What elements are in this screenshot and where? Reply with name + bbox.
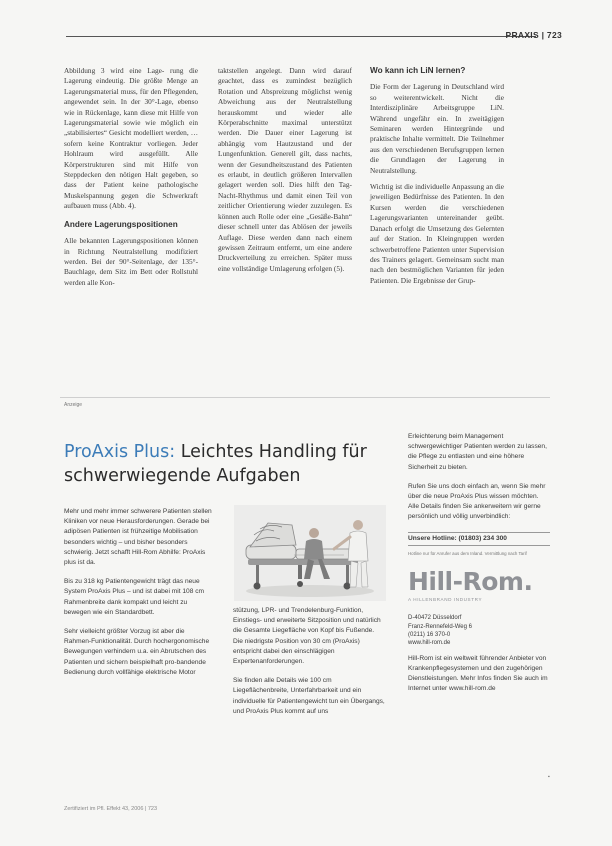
hill-rom-logo-subline: A HILLENBRAND INDUSTRY <box>408 597 483 603</box>
ad-label: Anzeige <box>64 402 83 408</box>
article-column-3 <box>370 66 504 286</box>
col1-paragraph-1: Abbildung 3 wird eine Lage- rung die Lagerung eindeutig. Die größte Menge an Lagerungsmaterial muss, für den Pflegenden, angewendet sein. In der 30°-Lage, ebenso wie in Rückenlage, kann diese mit Hilfe von Lagerungsmaterial sowie wie möglich ein „stabilisiertes“ Gesicht modelliert werden, … sofern keine Kontraktur vorliegen. Jeder Hohlraum wird ausgefüllt. Alle Körperstrukturen sind mit Hilfe von Steppdecken den nötigen Halt gegeben, so dass der Patient keine pathologische Muskelspannung gegen die Schwerkraft aufbauen muss (Abb. 4). <box>64 66 198 211</box>
hotline-number: Unsere Hotline: (01803) 234 300 <box>408 532 550 546</box>
ad-col2-paragraph-2: Sie finden alle Details wie 100 cm Liegeflächenbreite, Unterfahrbarkeit und ein individuelle für Patientengewicht tun ein Übergangs, und ProAxis Plus kommt auf uns <box>233 677 385 715</box>
ad-title <box>64 440 394 488</box>
article-column-2 <box>218 66 352 274</box>
ad-col1-paragraph-2: Bis zu 318 kg Patientengewicht trägt das neue System ProAxis Plus – und ist dabei mit 108 cm Rahmenbreite dank kompakt und leicht zu bewegen wie ein Standardbett. <box>64 578 204 616</box>
ad-column-1 <box>64 507 212 687</box>
article-ad-divider <box>60 397 550 398</box>
ad-title-brand: ProAxis Plus: <box>64 442 176 462</box>
ad-column-2 <box>233 606 385 726</box>
article-column-1 <box>64 66 198 288</box>
col3-paragraph-1: Die Form der Lagerung in Deutschland wird so weiterentwickelt. Nicht die Interdisziplinäre Arbeitsgruppe LiN. Während ungefähr ein. In zweitägigen Seminaren werden Hintergründe und praktische Inhalte vermittelt. Die Teilnehmer aus den verschiedenen Berufsgruppen lernen die Grundlagen der Lagerung in Neutralstellung. <box>370 82 504 175</box>
company-address: D-40472 Düsseldorf Franz-Rennefeld-Weg 6 (0211) 16 370-0 www.hill-rom.de <box>408 615 472 647</box>
ad-col1-paragraph-1: Mehr und mehr immer schwerere Patienten stellen Kliniken vor neue Herausforderungen. Gerade bei adipösen Patienten ist frühzeitige Mobilisation besonders wichtig – und bisher besonders schwierig. Jetzt schafft Hill-Rom Abhilfe: ProAxis plus ist da. <box>64 508 212 567</box>
ad-col3-paragraph-3: Hill-Rom ist ein weltweit führender Anbieter von Krankenpflegesystemen und den zugehörigen Dienstleistungen. Mehr Infos finden Sie auch im Internet unter www.hill-rom.de <box>408 654 548 693</box>
page-footer: Zertifiziert im Pfl. Effekt 43, 2006 | 723 <box>64 806 158 812</box>
corner-mark: ▪ <box>548 774 550 780</box>
col3-paragraph-2: Wichtig ist die individuelle Anpassung an die jeweiligen Bedürfnisse des Patienten. In den Kursen werden die verschiedenen Lagerungsvarianten untereinander geübt. Danach erfolgt die Umsetzung des Gelernten auf der Station. In Kleingruppen werden schwerbetroffene Patienten unter Supervision des Trainers gelagert. Gemeinsam sucht man nach den bestmöglichen Varianten für jeden Patienten. Die Ergebnisse der Grup- <box>370 182 504 285</box>
ad-col2-paragraph-1: stützung, LPR- und Trendelenburg-Funktion, Einstiegs- und erweiterte Sitzposition und natürlich die Gesamte Liegefläche von Kopf bis Fußende. Die niedrigste Position von 30 cm (ProAxis) entspricht dabei den einschlägigen Expertenanforderungen. <box>233 607 381 666</box>
running-head: PRAXIS | 723 <box>505 30 562 40</box>
ad-title-rest: Leichtes Handling für schwerwiegende Aufgaben <box>64 442 367 486</box>
col2-paragraph-1: taktstellen angelegt. Dann wird darauf geachtet, dass es zumindest bezüglich Rotation und Abspreizung möglichst wenig Abweichung aus der Neutralstellung herauskommt und wieder alle Körperabschnitte maximal unterstützt werden. Die Dauer einer Lagerung ist abhängig vom Hautzustand und der Lungenfunktion. Generell gilt, dass nachts, wenn der Gesundheitszustand des Patienten es erlaubt, in deutlich größeren Intervallen gelagert werden soll. Dies hilft den Tag-Nacht-Rhythmus und damit einen Teil von zeitlicher Orientierung wieder zuzulegen. Es können auch Rolle oder eine „Gesäße-Bahn“ dieser schnell unter das Ablösen der jeweils Auflage. Diese werden dann nach einem gewissen Zeitraum entfernt, um eine andere Druckverteilung zu erreichen. Später muss eine vollständige Umlagerung erfolgen (5). <box>218 66 352 273</box>
col3-heading: Wo kann ich LiN lernen? <box>370 66 466 75</box>
hospital-bed-photo <box>234 505 386 601</box>
hotline-note: Hotline nur für Anrufer aus dem Inland. Vermittlung nach Tarif <box>408 550 527 556</box>
col1-heading: Andere Lagerungspositionen <box>64 219 178 229</box>
ad-col1-paragraph-3: Sehr vielleicht größter Vorzug ist aber die Rahmen-Funktionalität. Durch hochergonomische Bewegungen verhindern u.a. ein Abrutschen des Patienten und sichern beispielhaft pro-bandende Bedienung durch vollfähige elektrische Motor <box>64 628 210 676</box>
header-rule <box>66 36 536 37</box>
ad-column-3 <box>408 432 550 704</box>
hill-rom-logo: Hill-Rom. <box>408 567 533 597</box>
col1-paragraph-2: Alle bekannten Lagerungspositionen können in Richtung Neutralstellung modifiziert werden. Bei der 90°-Seitenlage, der 135°-Bauchlage, dem Sitz im Bett oder Rollstuhl werden alle Kon- <box>64 236 198 287</box>
bed-illustration <box>234 505 386 601</box>
ad-col3-paragraph-1: Erleichterung beim Management schwergewichtiger Patienten werden zu lassen, die Pflege zu entlasten und eine höhere Sicherheit zu bieten. <box>408 433 547 471</box>
ad-col3-paragraph-2: Rufen Sie uns doch einfach an, wenn Sie mehr über die neue ProAxis Plus wissen möchten. Alle Details finden Sie ankerweitern wir gerne persönlich und völlig unverbindlich: <box>408 482 546 521</box>
